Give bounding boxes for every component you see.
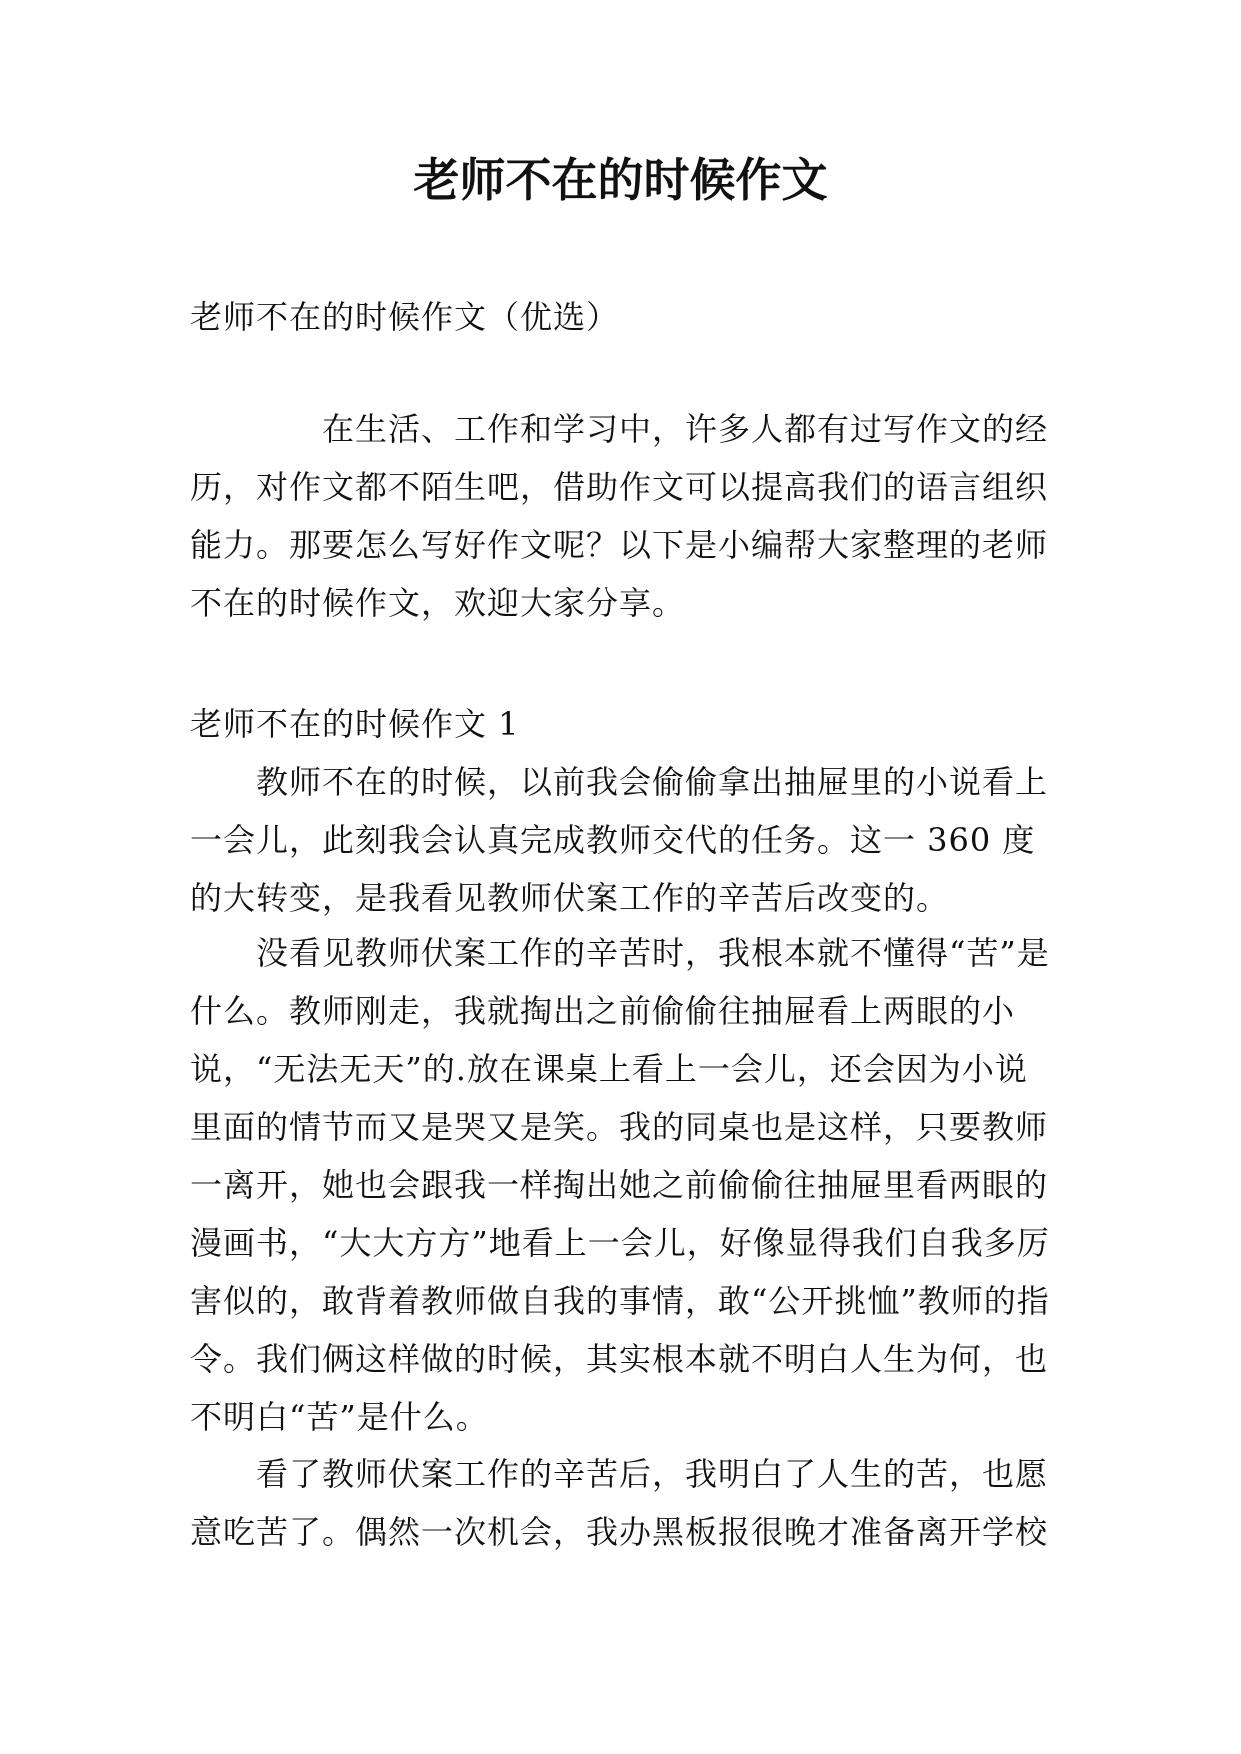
body-paragraph-2: 没看见教师伏案工作的辛苦时，我根本就不懂得“苦”是什么。教师刚走，我就掏出之前偷偷往抽屉看上两眼的小说，“无法无天”的.放在课桌上看上一会儿，还会因为小说里面的情节而又是哭又是笑。我的同桌也是这样，只要教师一离开，她也会跟我一样掏出她之前偷偷往抽屉里看两眼的漫画书，“大大方方”地看上一会儿，好像显得我们自我多厉害似的，敢背着教师做自我的事情，敢“公开挑恤”教师的指令。我们俩这样做的时候，其实根本就不明白人生为何，也不明白“苦”是什么。 (190, 934, 1050, 1436)
document-title: 老师不在的时候作文 (413, 153, 828, 207)
body-paragraph-1: 教师不在的时候，以前我会偷偷拿出抽屉里的小说看上一会儿，此刻我会认真完成教师交代的任务。这一 360 度的大转变，是我看见教师伏案工作的辛苦后改变的。 (190, 763, 1049, 917)
body-paragraph-3: 看了教师伏案工作的辛苦后，我明白了人生的苦，也愿意吃苦了。偶然一次机会，我办黑板报很晚才准备离开学校 (190, 1455, 1049, 1551)
intro-paragraph: 在生活、工作和学习中，许多人都有过写作文的经历，对作文都不陌生吧，借助作文可以提高我们的语言组织能力。那要怎么写好作文呢？以下是小编帮大家整理的老师不在的时候作文，欢迎大家分享。 (190, 410, 1049, 622)
section-heading: 老师不在的时候作文 1 (190, 705, 520, 743)
document-subtitle: 老师不在的时候作文（优选） (190, 298, 620, 336)
